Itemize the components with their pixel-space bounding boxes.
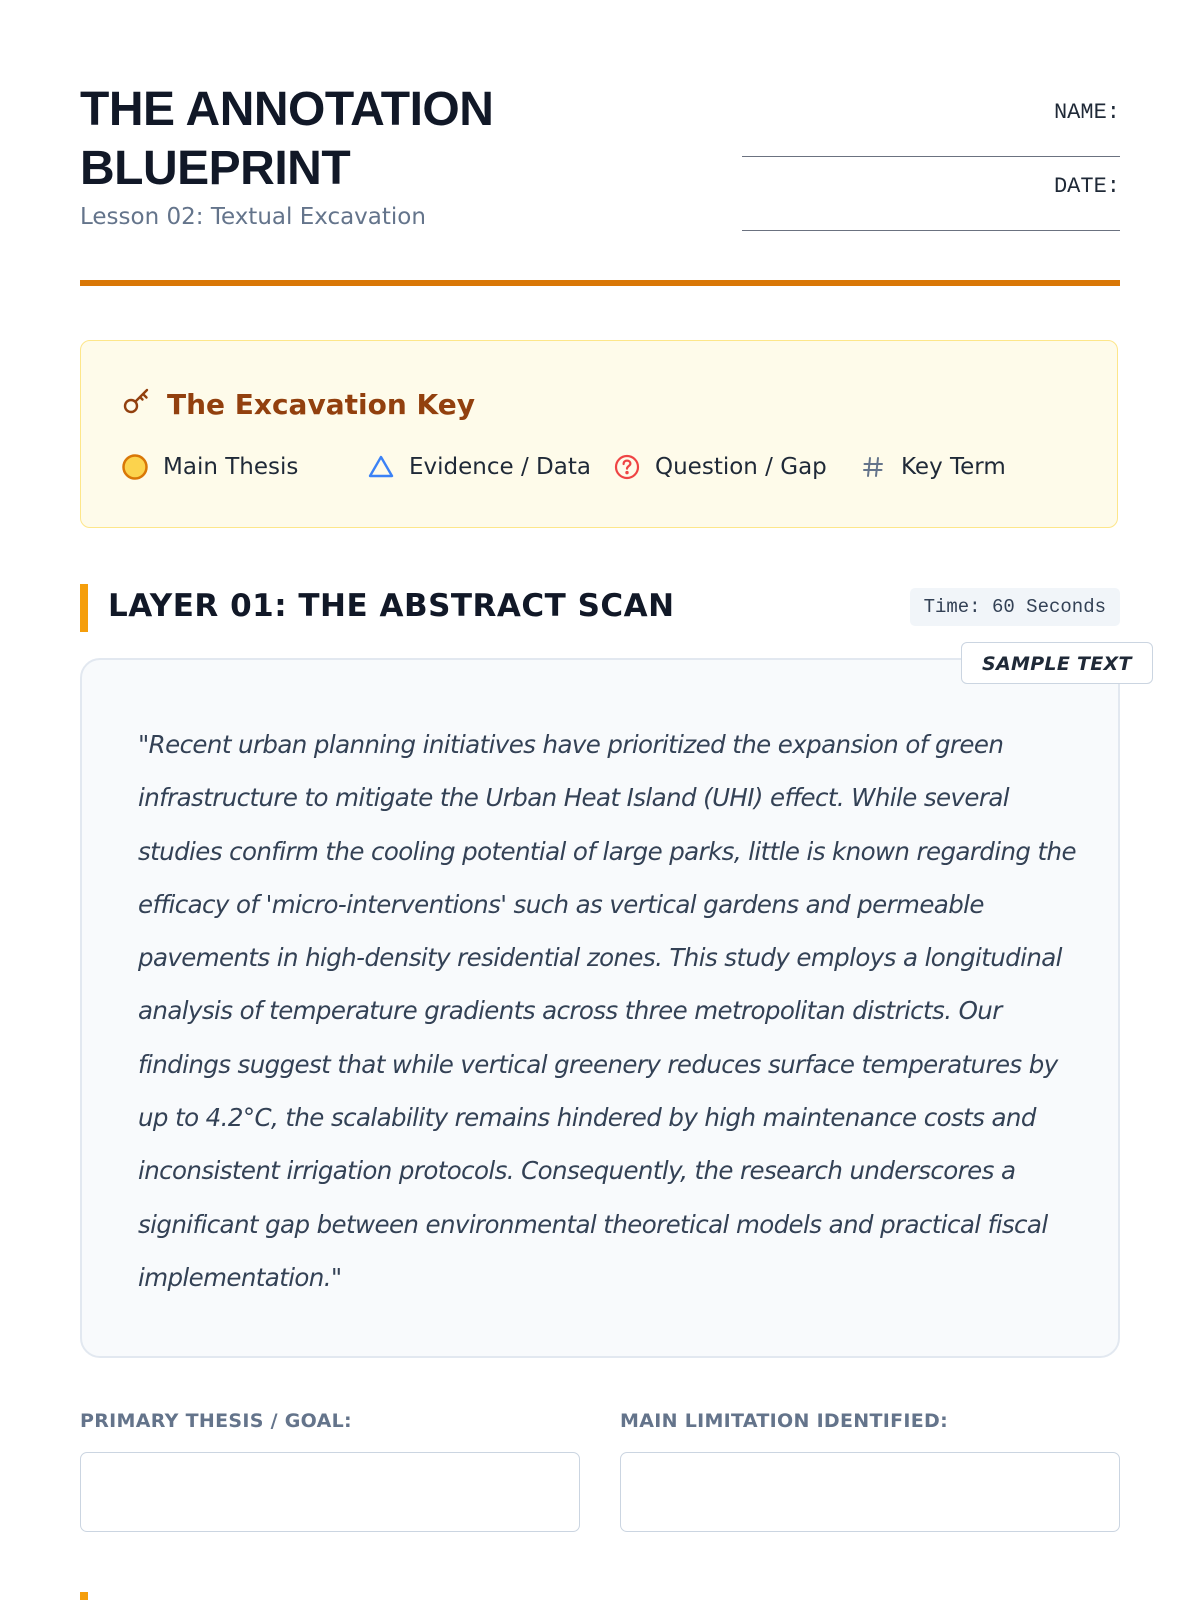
main-limitation-label: MAIN LIMITATION IDENTIFIED: (620, 1410, 949, 1432)
abstract-passage: "Recent urban planning initiatives have prioritized the expansion of green infrastructure to mitigate the Urban Heat Island (UHI) effect. While several studies confirm the cooling potential of large parks, little is known regarding the efficacy of 'micro-interventions' such as vertical gardens and permeable pavements in high-density residential zones. This study employs a longitudinal analysis of temperature gradients across three metropolitan districts. Our findings suggest that while vertical greenery reduces surface temperatures by up to 4.2°C, the scalability remains hindered by high maintenance costs and inconsistent irrigation protocols. Consequently, the research underscores a significant gap between environmental theoretical models and practical fiscal implementation." (138, 730, 1076, 1292)
page-title (80, 80, 640, 198)
sample-text-tag: SAMPLE TEXT (961, 642, 1153, 684)
title-line-2: BLUEPRINT (80, 142, 351, 195)
section-title: LAYER 01: THE ABSTRACT SCAN (108, 588, 675, 624)
legend-label: Key Term (901, 454, 1006, 480)
question-circle-icon (613, 453, 641, 481)
primary-thesis-input[interactable] (80, 1452, 580, 1532)
key-icon (121, 385, 153, 424)
section-accent-bar (80, 584, 88, 632)
legend-label: Main Thesis (163, 454, 299, 480)
circle-icon (121, 453, 149, 481)
hash-icon (859, 453, 887, 481)
key-title-text: The Excavation Key (167, 388, 475, 421)
primary-thesis-label: PRIMARY THESIS / GOAL: (80, 1410, 352, 1432)
worksheet-header (80, 80, 1120, 280)
legend-label: Question / Gap (655, 454, 827, 480)
legend-label: Evidence / Data (409, 454, 591, 480)
lesson-subtitle: Lesson 02: Textual Excavation (80, 204, 426, 230)
layer-01-header (80, 584, 1120, 632)
date-row (742, 174, 1120, 248)
legend-evidence (367, 453, 591, 481)
legend-main-thesis (121, 453, 298, 481)
name-field-line[interactable] (742, 156, 1120, 157)
date-field-line[interactable] (742, 230, 1120, 231)
student-info (742, 100, 1120, 248)
header-divider (80, 280, 1120, 286)
time-badge: Time: 60 Seconds (910, 588, 1120, 626)
legend-question (613, 453, 827, 481)
triangle-icon (367, 453, 395, 481)
title-line-1: THE ANNOTATION (80, 83, 494, 136)
next-section-accent-bar (80, 1592, 88, 1600)
key-legend (121, 453, 1081, 485)
name-row (742, 100, 1120, 174)
legend-key-term (859, 453, 1006, 481)
excavation-key-panel (80, 340, 1118, 528)
key-title (121, 385, 475, 424)
main-limitation-input[interactable] (620, 1452, 1120, 1532)
date-label: DATE: (1053, 174, 1120, 199)
name-label: NAME: (1053, 100, 1120, 125)
